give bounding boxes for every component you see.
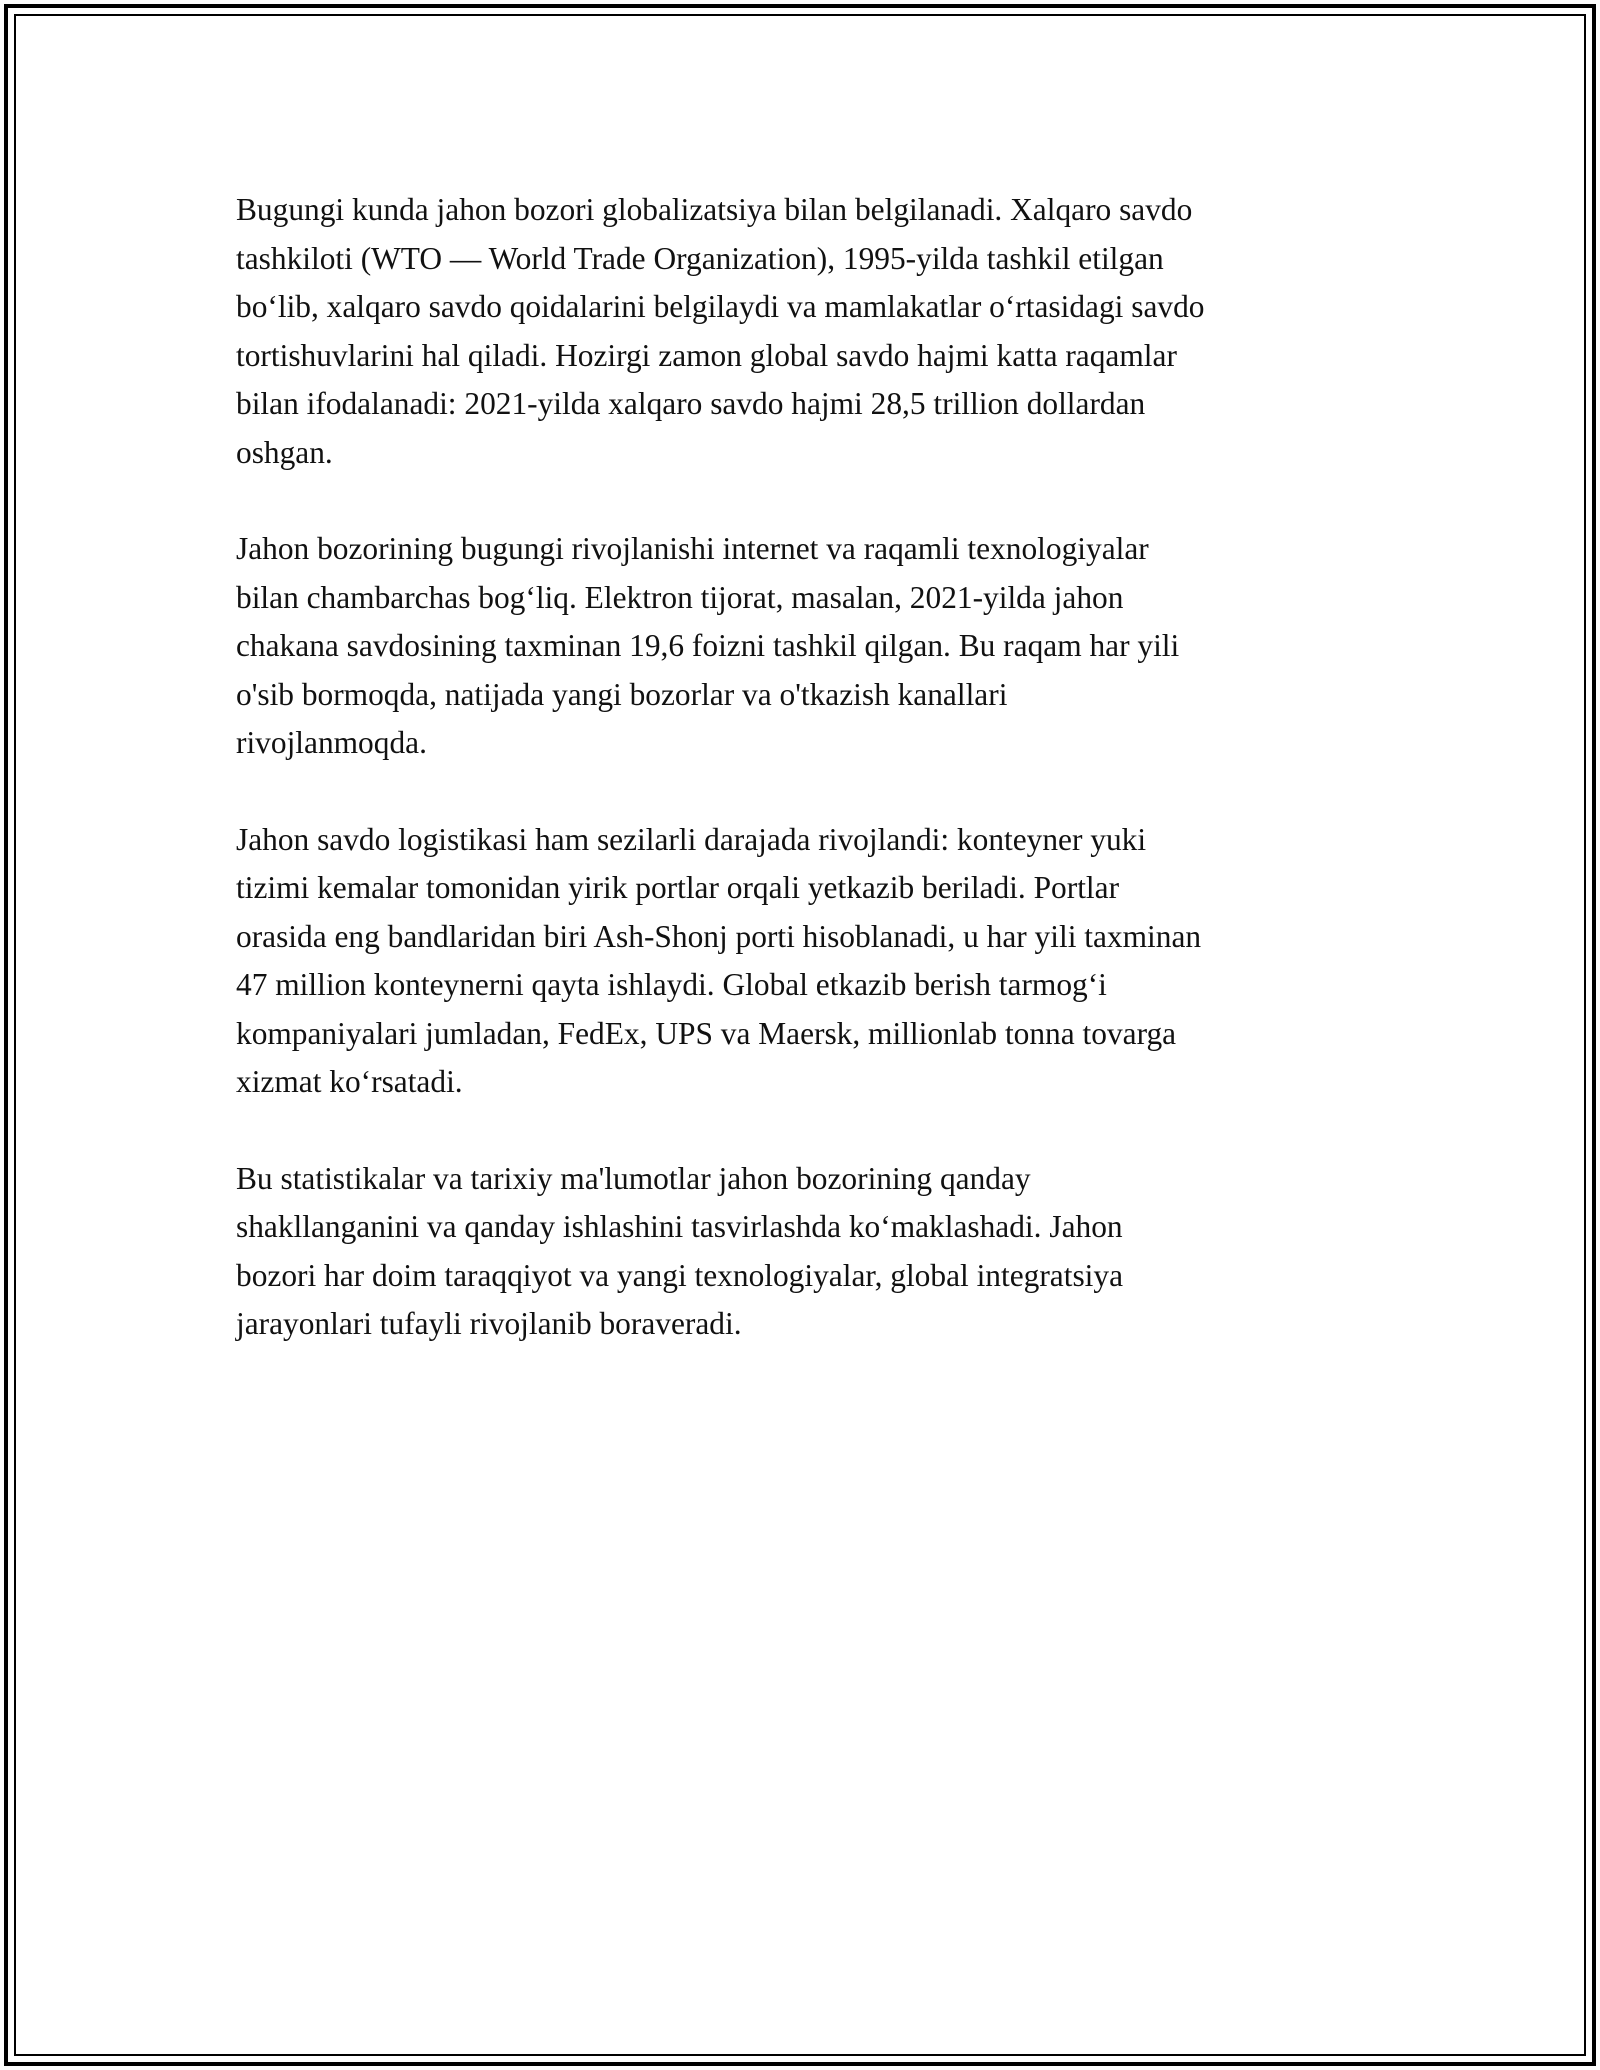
paragraph-digital-trade: Jahon bozorining bugungi rivojlanishi internet va raqamli texnologiyalar bilan chambarchas bog‘liq. Elektron tijorat, masalan, 2021-yilda jahon chakana savdosining taxminan 19,6 foizni tashkil qilgan. Bu raqam har yili o'sib bormoqda, natijada yangi bozorlar va o'tkazish kanallari rivojlanmoqda. bbox=[236, 531, 1180, 760]
document-body bbox=[236, 186, 1386, 1397]
paragraph-logistics: Jahon savdo logistikasi ham sezilarli darajada rivojlandi: konteyner yuki tizimi kemalar tomonidan yirik portlar orqali yetkazib beriladi. Portlar orasida eng bandlaridan biri Ash-Shonj porti hisoblanadi, u har yili taxminan 47 million konteynerni qayta ishlaydi. Global etkazib berish tarmog‘i kompaniyalari jumladan, FedEx, UPS va Maersk, millionlab tonna tovarga xizmat ko‘rsatadi. bbox=[236, 821, 1202, 1099]
paragraph-global-market: Bugungi kunda jahon bozori globalizatsiya bilan belgilanadi. Xalqaro savdo tashkiloti (WTO — World Trade Organization), 1995-yilda tashkil etilgan bo‘lib, xalqaro savdo qoidalarini belgilaydi va mamlakatlar o‘rtasidagi savdo tortishuvlarini hal qiladi. Hozirgi zamon global savdo hajmi katta raqamlar bilan ifodalanadi: 2021-yilda xalqaro savdo hajmi 28,5 trillion dollardan oshgan. bbox=[236, 192, 1205, 470]
paragraph-conclusion: Bu statistikalar va tarixiy ma'lumotlar jahon bozorining qanday shakllanganini va qanday ishlashini tasvirlashda ko‘maklashadi. Jahon bozori har doim taraqqiyot va yangi texnologiyalar, global integratsiya jarayonlari tufayli rivojlanib boraveradi. bbox=[236, 1160, 1124, 1341]
